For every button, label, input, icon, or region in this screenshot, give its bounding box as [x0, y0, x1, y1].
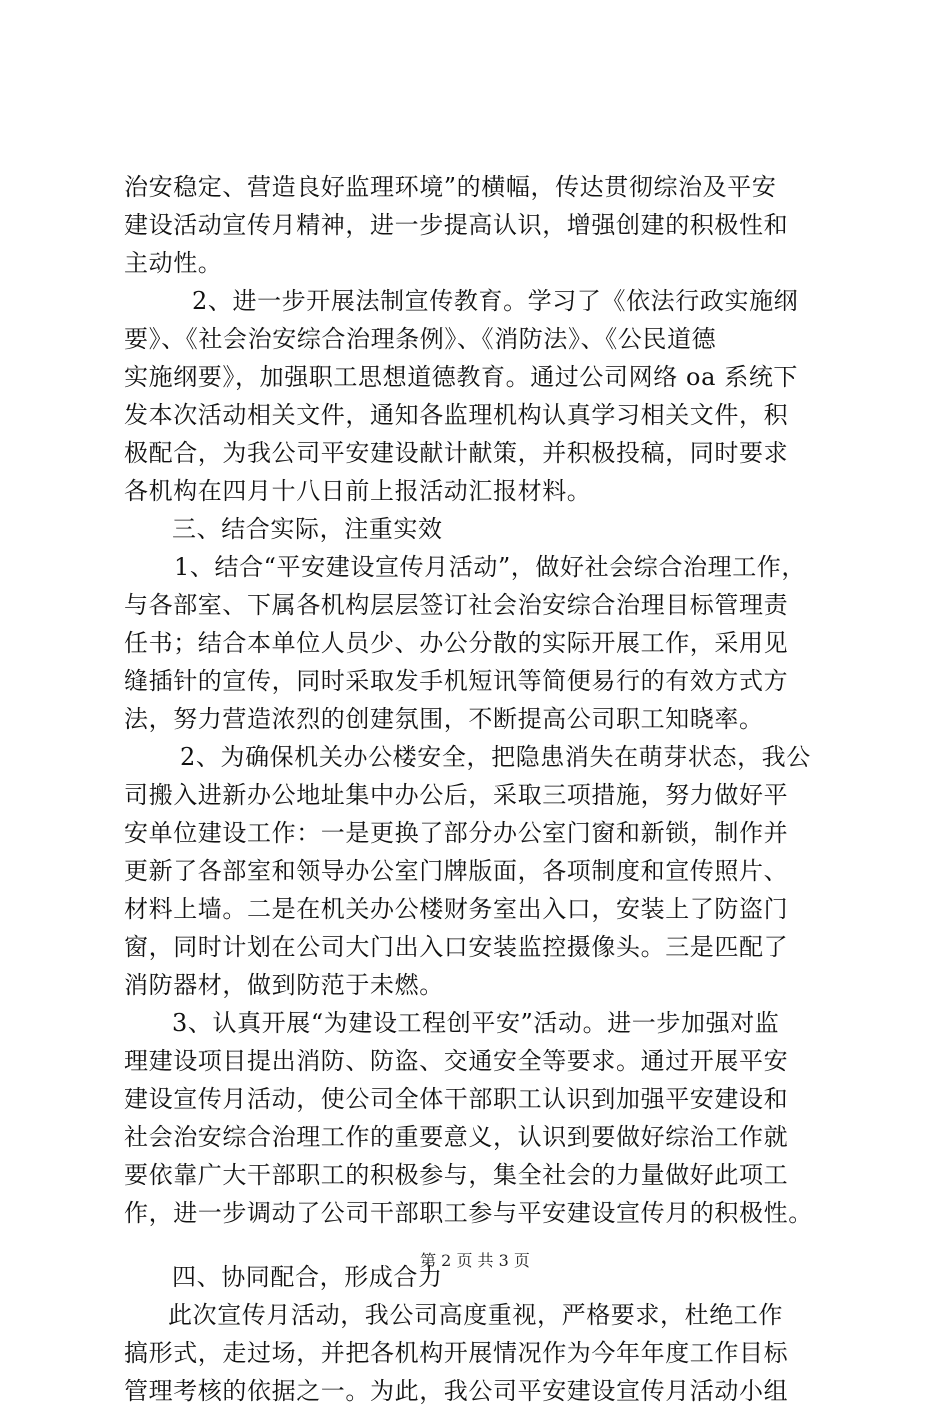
text-line: 社会治安综合治理工作的重要意义，认识到要做好综治工作就 [124, 1123, 789, 1151]
paragraph-item-2-start: 2、进一步开展法制宣传教育。学习了《依法行政实施纲 [192, 287, 799, 315]
text-line: 建设活动宣传月精神，进一步提高认识，增强创建的积极性和 [124, 211, 789, 239]
text-line: 材料上墙。二是在机关办公楼财务室出入口，安装上了防盗门 [124, 895, 789, 923]
section-heading-4: 四、协同配合，形成合力 [172, 1263, 443, 1291]
text-line: 窗，同时计划在公司大门出入口安装监控摄像头。三是匹配了 [124, 933, 789, 961]
text-line: 理建设项目提出消防、防盗、交通安全等要求。通过开展平安 [124, 1047, 789, 1075]
text-line: 搞形式，走过场，并把各机构开展情况作为今年年度工作目标 [124, 1339, 789, 1367]
paragraph-item-1-start: 1、结合“平安建设宣传月活动”，做好社会综合治理工作， [174, 553, 807, 581]
text-line: 管理考核的依据之一。为此，我公司平安建设宣传月活动小组 [124, 1377, 789, 1405]
text-line: 发本次活动相关文件，通知各监理机构认真学习相关文件，积 [124, 401, 789, 429]
paragraph-item-3-start: 3、认真开展“为建设工程创平安”活动。进一步加强对监 [172, 1009, 780, 1037]
text-line: 极配合，为我公司平安建设献计献策，并积极投稿，同时要求 [124, 439, 789, 467]
text-line: 各机构在四月十八日前上报活动汇报材料。 [124, 477, 592, 505]
text-line: 建设宣传月活动，使公司全体干部职工认识到加强平安建设和 [124, 1085, 789, 1113]
text-line: 缝插针的宣传，同时采取发手机短讯等简便易行的有效方式方 [124, 667, 789, 695]
text-line: 作，进一步调动了公司干部职工参与平安建设宣传月的积极性。 [124, 1199, 813, 1227]
text-line: 要依靠广大干部职工的积极参与，集全社会的力量做好此项工 [124, 1161, 789, 1189]
paragraph-start: 此次宣传月活动，我公司高度重视，严格要求，杜绝工作 [168, 1301, 783, 1329]
document-body [124, 168, 836, 1410]
page-number-footer: 第 2 页 共 3 页 [420, 1251, 530, 1270]
text-line: 治安稳定、营造良好监理环境”的横幅，传达贯彻综治及平安 [124, 173, 777, 201]
text-line: 实施纲要》，加强职工思想道德教育。通过公司网络 oa 系统下 [124, 363, 799, 391]
section-heading-3: 三、结合实际，注重实效 [172, 515, 443, 543]
text-line: 要》、《社会治安综合治理条例》、《消防法》、《公民道德 [124, 325, 717, 353]
paragraph-item-2b-start: 2、为确保机关办公楼安全，把隐患消失在萌芽状态，我公 [180, 743, 811, 771]
text-line: 与各部室、下属各机构层层签订社会治安综合治理目标管理责 [124, 591, 789, 619]
text-line: 主动性。 [124, 249, 223, 277]
text-line: 消防器材，做到防范于未燃。 [124, 971, 444, 999]
text-line: 司搬入进新办公地址集中办公后，采取三项措施，努力做好平 [124, 781, 789, 809]
text-line: 更新了各部室和领导办公室门牌版面，各项制度和宣传照片、 [124, 857, 789, 885]
text-line: 任书；结合本单位人员少、办公分散的实际开展工作，采用见 [124, 629, 789, 657]
text-line: 安单位建设工作：一是更换了部分办公室门窗和新锁，制作并 [124, 819, 789, 847]
text-line: 法，努力营造浓烈的创建氛围，不断提高公司职工知晓率。 [124, 705, 764, 733]
